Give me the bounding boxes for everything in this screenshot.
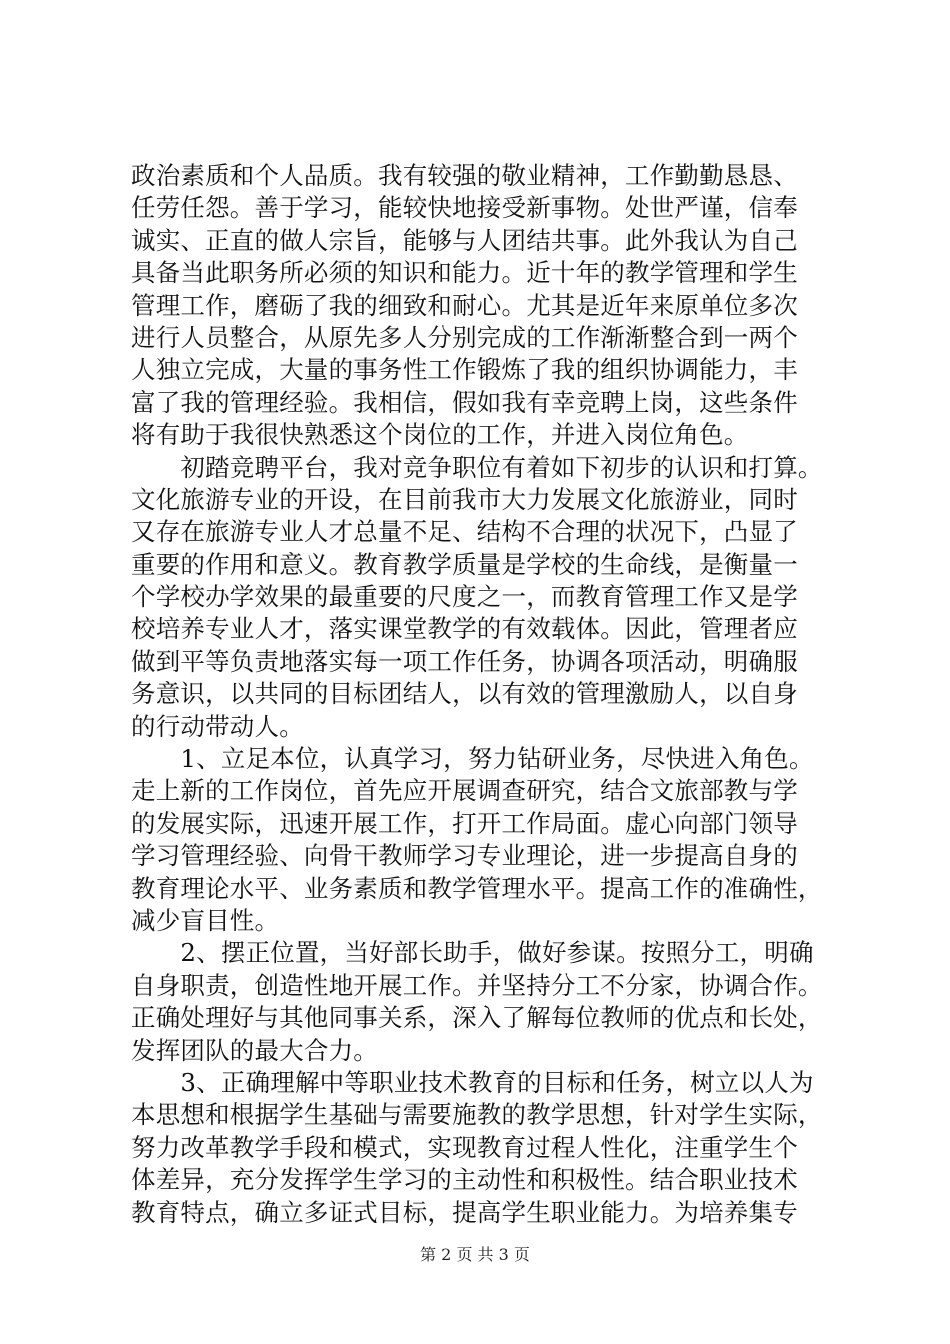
text-line: 任劳任怨。善于学习，能较快地接受新事物。处世严谨，信奉 — [131, 193, 798, 223]
text-line: 富了我的管理经验。我相信，假如我有幸竞聘上岗，这些条件 — [131, 387, 798, 417]
text-line: 走上新的工作岗位，首先应开展调查研究，结合文旅部教与学 — [131, 776, 798, 806]
text-line: 诚实、正直的做人宗旨，能够与人团结共事。此外我认为自己 — [131, 225, 798, 255]
text-line: 教育特点，确立多证式目标，提高学生职业能力。为培养集专 — [131, 1197, 798, 1227]
text-line: 学习管理经验、向骨干教师学习专业理论，进一步提高自身的 — [131, 841, 798, 871]
text-line: 教育理论水平、业务素质和教学管理水平。提高工作的准确性， — [131, 873, 823, 903]
text-line: 具备当此职务所必须的知识和能力。近十年的教学管理和学生 — [131, 258, 798, 288]
text-line: 2、摆正位置，当好部长助手，做好参谋。按照分工，明确 — [131, 938, 814, 968]
text-line: 的发展实际，迅速开展工作，打开工作局面。虚心向部门领导 — [131, 808, 798, 838]
text-line: 本思想和根据学生基础与需要施教的教学思想，针对学生实际， — [131, 1100, 823, 1130]
text-line: 正确处理好与其他同事关系，深入了解每位教师的优点和长处， — [131, 1003, 823, 1033]
text-line: 发挥团队的最大合力。 — [131, 1035, 378, 1065]
text-line: 文化旅游专业的开设，在目前我市大力发展文化旅游业，同时 — [131, 484, 798, 514]
text-line: 将有助于我很快熟悉这个岗位的工作，并进入岗位角色。 — [131, 420, 749, 450]
text-line: 减少盲目性。 — [131, 905, 280, 935]
text-line: 做到平等负责地落实每一项工作任务，协调各项活动，明确服 — [131, 646, 798, 676]
text-line: 重要的作用和意义。教育教学质量是学校的生命线，是衡量一 — [131, 549, 798, 579]
text-line: 校培养专业人才，落实课堂教学的有效载体。因此，管理者应 — [131, 614, 798, 644]
text-line: 自身职责，创造性地开展工作。并坚持分工不分家，协调合作。 — [131, 970, 823, 1000]
text-line: 的行动带动人。 — [131, 711, 304, 741]
text-line: 体差异，充分发挥学生学习的主动性和积极性。结合职业技术 — [131, 1165, 798, 1195]
text-line: 个学校办学效果的最重要的尺度之一，而教育管理工作又是学 — [131, 582, 798, 612]
text-line: 务意识，以共同的目标团结人，以有效的管理激励人，以自身 — [131, 679, 798, 709]
text-line: 又存在旅游专业人才总量不足、结构不合理的状况下，凸显了 — [131, 517, 798, 547]
page-footer — [0, 1244, 950, 1266]
page-number-label: 第 2 页 共 3 页 — [420, 1245, 530, 1264]
text-line: 1、立足本位，认真学习，努力钻研业务，尽快进入角色。 — [131, 744, 814, 774]
document-body — [131, 160, 831, 1229]
text-line: 管理工作，磨砺了我的细致和耐心。尤其是近年来原单位多次 — [131, 290, 798, 320]
text-line: 努力改革教学手段和模式，实现教育过程人性化，注重学生个 — [131, 1132, 798, 1162]
text-line: 政治素质和个人品质。我有较强的敬业精神，工作勤勤恳恳、 — [131, 161, 798, 190]
text-line: 初踏竞聘平台，我对竞争职位有着如下初步的认识和打算。 — [131, 452, 823, 482]
text-line: 人独立完成，大量的事务性工作锻炼了我的组织协调能力，丰 — [131, 355, 798, 385]
text-line: 3、正确理解中等职业技术教育的目标和任务，树立以人为 — [131, 1067, 814, 1097]
text-line: 进行人员整合，从原先多人分别完成的工作渐渐整合到一两个 — [131, 322, 798, 352]
